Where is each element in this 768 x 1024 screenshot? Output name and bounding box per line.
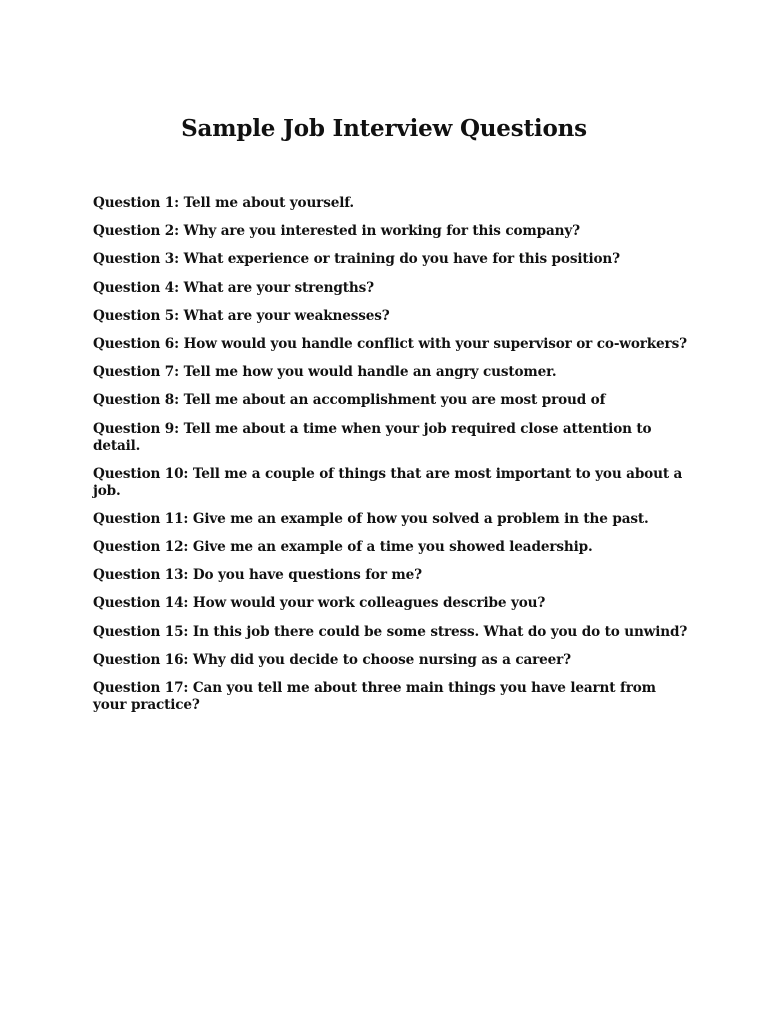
question-item — [93, 680, 693, 714]
question-label: Question 1: — [93, 195, 179, 211]
question-text: Tell me about a time when your job required close attention to detail. — [93, 420, 652, 454]
question-label: Question 16: — [93, 651, 189, 668]
question-item — [93, 280, 693, 297]
question-text: How would your work colleagues describe you? — [192, 595, 546, 612]
question-item — [93, 466, 693, 500]
question-label: Question 10: — [93, 465, 189, 482]
question-text: Why are you interested in working for this company? — [183, 223, 580, 240]
question-text: Can you tell me about three main things you have learnt from your practice? — [93, 680, 656, 713]
question-item — [93, 421, 693, 455]
question-label: Question 3: — [93, 251, 179, 268]
question-item — [93, 308, 693, 325]
question-label: Question 2: — [93, 223, 179, 240]
question-text: Why did you decide to choose nursing as a career? — [192, 651, 571, 668]
question-text: Tell me about an accomplishment you are most proud of — [183, 392, 606, 409]
question-label: Question 15: — [93, 623, 189, 640]
question-text: Do you have questions for me? — [192, 567, 422, 584]
question-item — [93, 567, 693, 584]
question-text: Tell me a couple of things that are most important to you about a job. — [93, 465, 683, 499]
question-label: Question 12: — [93, 539, 189, 556]
question-label: Question 4: — [93, 279, 179, 296]
question-label: Question 9: — [93, 420, 179, 437]
question-item — [93, 251, 693, 268]
question-text: Give me an example of a time you showed leadership. — [192, 539, 593, 556]
question-text: Tell me about yourself. — [183, 195, 355, 211]
question-item — [93, 595, 693, 612]
question-item — [93, 539, 693, 556]
question-label: Question 13: — [93, 567, 189, 584]
question-label: Question 7: — [93, 364, 179, 381]
question-label: Question 14: — [93, 595, 189, 612]
question-text: Give me an example of how you solved a problem in the past. — [192, 510, 649, 527]
question-item — [93, 624, 693, 641]
question-text: What are your strengths? — [183, 279, 374, 296]
question-list — [93, 195, 693, 725]
question-text: Tell me how you would handle an angry customer. — [183, 364, 557, 381]
question-item — [93, 223, 693, 240]
question-label: Question 11: — [93, 510, 189, 527]
question-label: Question 8: — [93, 392, 179, 409]
question-text: How would you handle conflict with your supervisor or co-workers? — [183, 335, 687, 352]
question-label: Question 5: — [93, 307, 179, 324]
question-text: In this job there could be some stress. What do you do to unwind? — [192, 623, 688, 640]
question-text: What experience or training do you have for this position? — [183, 251, 620, 268]
question-item — [93, 511, 693, 528]
question-item — [93, 336, 693, 353]
question-label: Question 17: — [93, 680, 189, 696]
question-item — [93, 195, 693, 212]
question-label: Question 6: — [93, 335, 179, 352]
question-item — [93, 392, 693, 409]
question-item — [93, 652, 693, 669]
question-item — [93, 364, 693, 381]
question-text: What are your weaknesses? — [183, 307, 390, 324]
page-title: Sample Job Interview Questions — [181, 115, 587, 142]
